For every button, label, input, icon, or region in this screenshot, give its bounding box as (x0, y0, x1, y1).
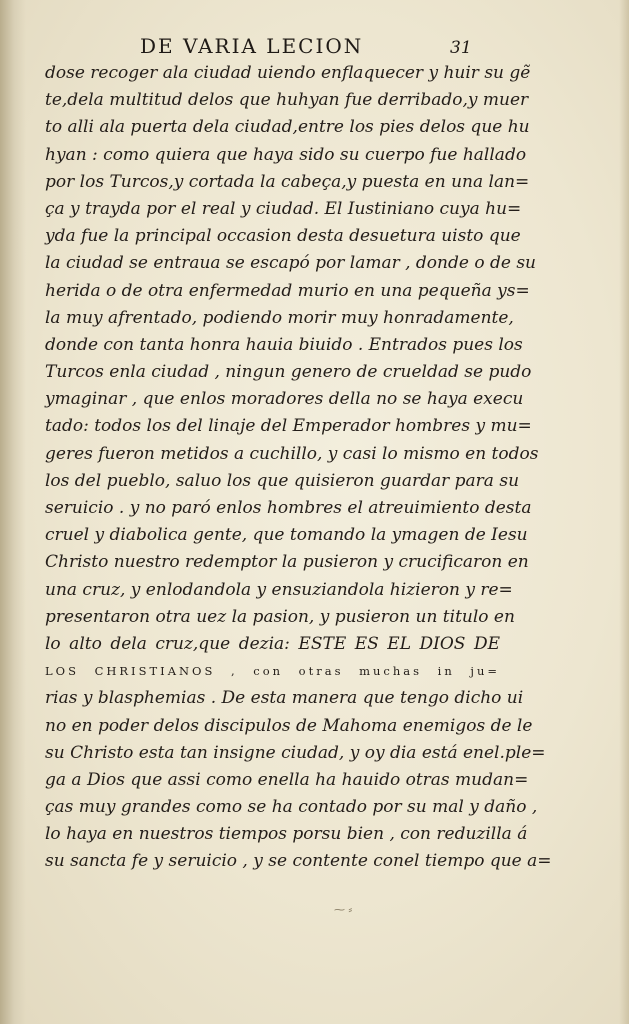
text-line: te,dela multitud delos que huhyan fue derribado,y muer (45, 90, 529, 111)
text-line: dose recoger ala ciudad uiendo enflaquecer y huir su gẽ (45, 63, 531, 83)
text-line: lo haya en nuestros tiempos porsu bien , con reduzilla á (45, 824, 528, 845)
text-line: tado: todos los del linaje del Emperador hombres y mu= (45, 416, 532, 437)
text-line: cruel y diabolica gente, que tomando la ymagen de Iesu (45, 525, 528, 546)
text-line: herida o de otra enfermedad murio en una pequeña ys= (45, 280, 530, 301)
text-line: Turcos enla ciudad , ningun genero de crueldad se pudo (45, 362, 532, 383)
text-line: seruicio . y no paró enlos hombres el atreuimiento desta (45, 498, 532, 518)
text-line: los del pueblo, saluo los que quisieron guardar para su (45, 470, 520, 491)
text-line: ymaginar , que enlos moradores della no se haya execu (45, 389, 524, 410)
text-line: ça y trayda por el real y ciudad. El Iustiniano cuya hu= (45, 198, 522, 219)
ink-mark-ornament: ⁓ ⸗ (334, 903, 353, 916)
text-line: por los Turcos,y cortada la cabeça,y puesta en una lan= (45, 171, 530, 192)
text-line: to alli ala puerta dela ciudad,entre los pies delos que hu (45, 117, 530, 138)
running-title: DE VARIA LECION (140, 34, 364, 58)
text-line: ças muy grandes como se ha contado por su mal y daño , (45, 797, 538, 818)
text-line: la ciudad se entraua se escapó por lamar , donde o de su (45, 253, 536, 274)
text-line-smallcaps: LOS CHRISTIANOS , con otras muchas in ju= (45, 664, 500, 679)
text-line: donde con tanta honra hauia biuido . Entrados pues los (45, 334, 523, 355)
text-line: su Christo esta tan insigne ciudad, y oy dia está enel.ple= (45, 742, 546, 763)
text-line: una cruz, y enlodandola y ensuziandola hizieron y re= (45, 579, 513, 600)
text-line: Christo nuestro redemptor la pusieron y crucificaron en (45, 552, 529, 573)
text-line: presentaron otra uez la pasion, y pusieron un titulo en (45, 606, 515, 627)
text-line: rias y blasphemias . De esta manera que tengo dicho ui (45, 688, 524, 709)
body-text (45, 60, 552, 876)
binding-gutter-shadow (0, 0, 26, 1024)
text-line: yda fue la principal occasion desta desuetura uisto que (45, 226, 521, 247)
text-line: hyan : como quiera que haya sido su cuerpo fue hallado (45, 144, 527, 165)
text-line: no en poder delos discipulos de Mahoma enemigos de le (45, 715, 533, 736)
page-number: 31 (450, 38, 472, 58)
text-line: lo alto dela cruz,que dezia: ESTE ES EL DIOS DE (45, 633, 500, 654)
text-line: ga a Dios que assi como enella ha hauido otras mudan= (45, 769, 529, 790)
page-edge-shadow (619, 0, 629, 1024)
text-line: la muy afrentado, podiendo morir muy honradamente, (45, 307, 514, 328)
text-line: geres fueron metidos a cuchillo, y casi lo mismo en todos (45, 443, 539, 464)
text-line: su sancta fe y seruicio , y se contente conel tiempo que a= (45, 851, 552, 872)
